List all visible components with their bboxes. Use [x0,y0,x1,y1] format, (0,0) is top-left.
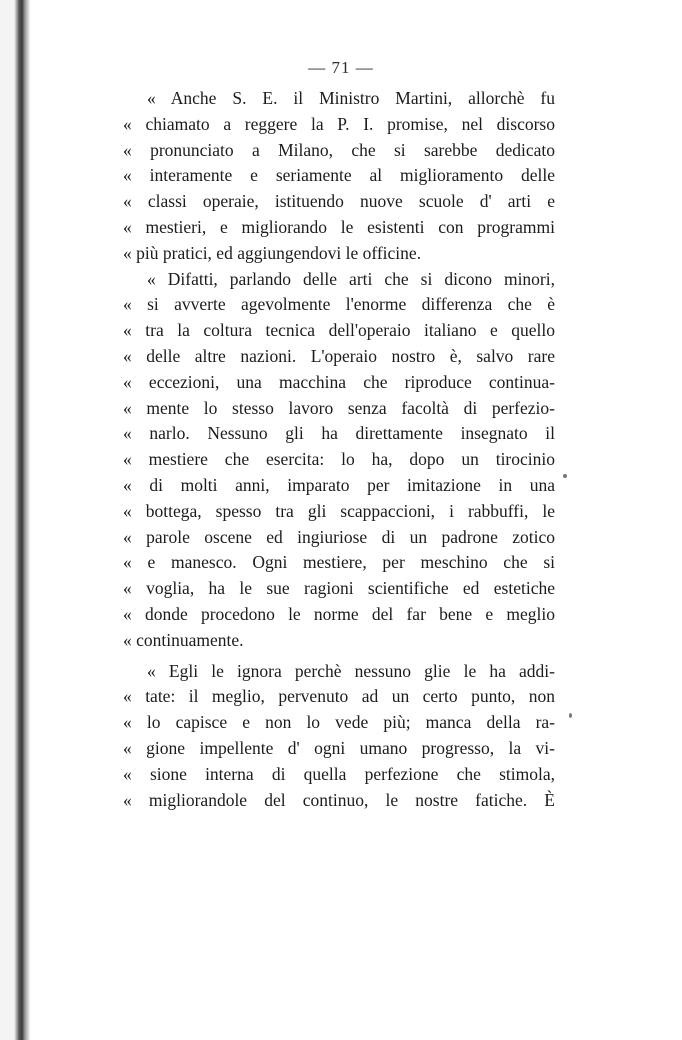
text-line: « e manesco. Ogni mestiere, per meschino che si [123,552,555,573]
text-line: « si avverte agevolmente l'enorme differenza che è [123,294,555,315]
text-line: « sione interna di quella perfezione che stimola, [123,763,555,784]
text-line: « Anche S. E. il Ministro Martini, allorchè fu [147,88,555,108]
text-line: « mestiere che esercita: lo ha, dopo un tirocinio [123,449,555,470]
text-line: « narlo. Nessuno gli ha direttamente insegnato il [123,423,555,444]
text-line: « mestieri, e migliorando le esistenti con programmi [123,216,555,237]
text-line: « continuamente. [123,629,244,650]
ink-speck [569,713,572,718]
text-line: « tate: il meglio, pervenuto ad un certo punto, non [123,686,555,707]
text-line: « pronunciato a Milano, che si sarebbe dedicato [123,139,555,160]
text-line: « voglia, ha le sue ragioni scientifiche ed estetiche [123,578,555,599]
text-line: « interamente e seriamente al miglioramento delle [123,165,555,186]
text-line: « lo capisce e non lo vede più; manca della ra- [123,712,555,733]
text-line: « parole oscene ed ingiuriose di un padrone zotico [123,526,555,547]
text-line: « di molti anni, imparato per imitazione in una [123,474,555,495]
text-line: « chiamato a reggere la P. I. promise, nel discorso [123,113,555,134]
body-text [123,86,555,813]
text-line: « più pratici, ed aggiungendovi le officine. [123,242,422,263]
ink-speck [563,474,567,478]
text-line: « migliorandole del continuo, le nostre fatiche. È [123,789,555,810]
text-line: « bottega, spesso tra gli scappaccioni, i rabbuffi, le [123,500,555,521]
text-line: « mente lo stesso lavoro senza facoltà di perfezio- [123,397,555,418]
book-binding-edge [0,0,30,1040]
text-line: « gione impellente d' ogni umano progresso, la vi- [123,737,555,758]
paragraph-2 [123,267,555,654]
text-line: « Difatti, parlando delle arti che si dicono minori, [147,268,555,289]
text-line: « Egli le ignora perchè nessuno glie le ha addi- [147,660,555,681]
page-number: — 71 — [308,58,374,77]
paragraph-1 [123,86,555,267]
text-line: « eccezioni, una macchina che riproduce continua- [123,371,555,392]
text-line: « classi operaie, istituendo nuove scuole d' arti e [123,191,555,212]
text-line: « tra la coltura tecnica dell'operaio italiano e quello [123,320,555,341]
paragraph-3 [123,659,555,814]
text-line: « delle altre nazioni. L'operaio nostro è, salvo rare [123,345,555,366]
text-line: « donde procedono le norme del far bene e meglio [123,603,555,624]
